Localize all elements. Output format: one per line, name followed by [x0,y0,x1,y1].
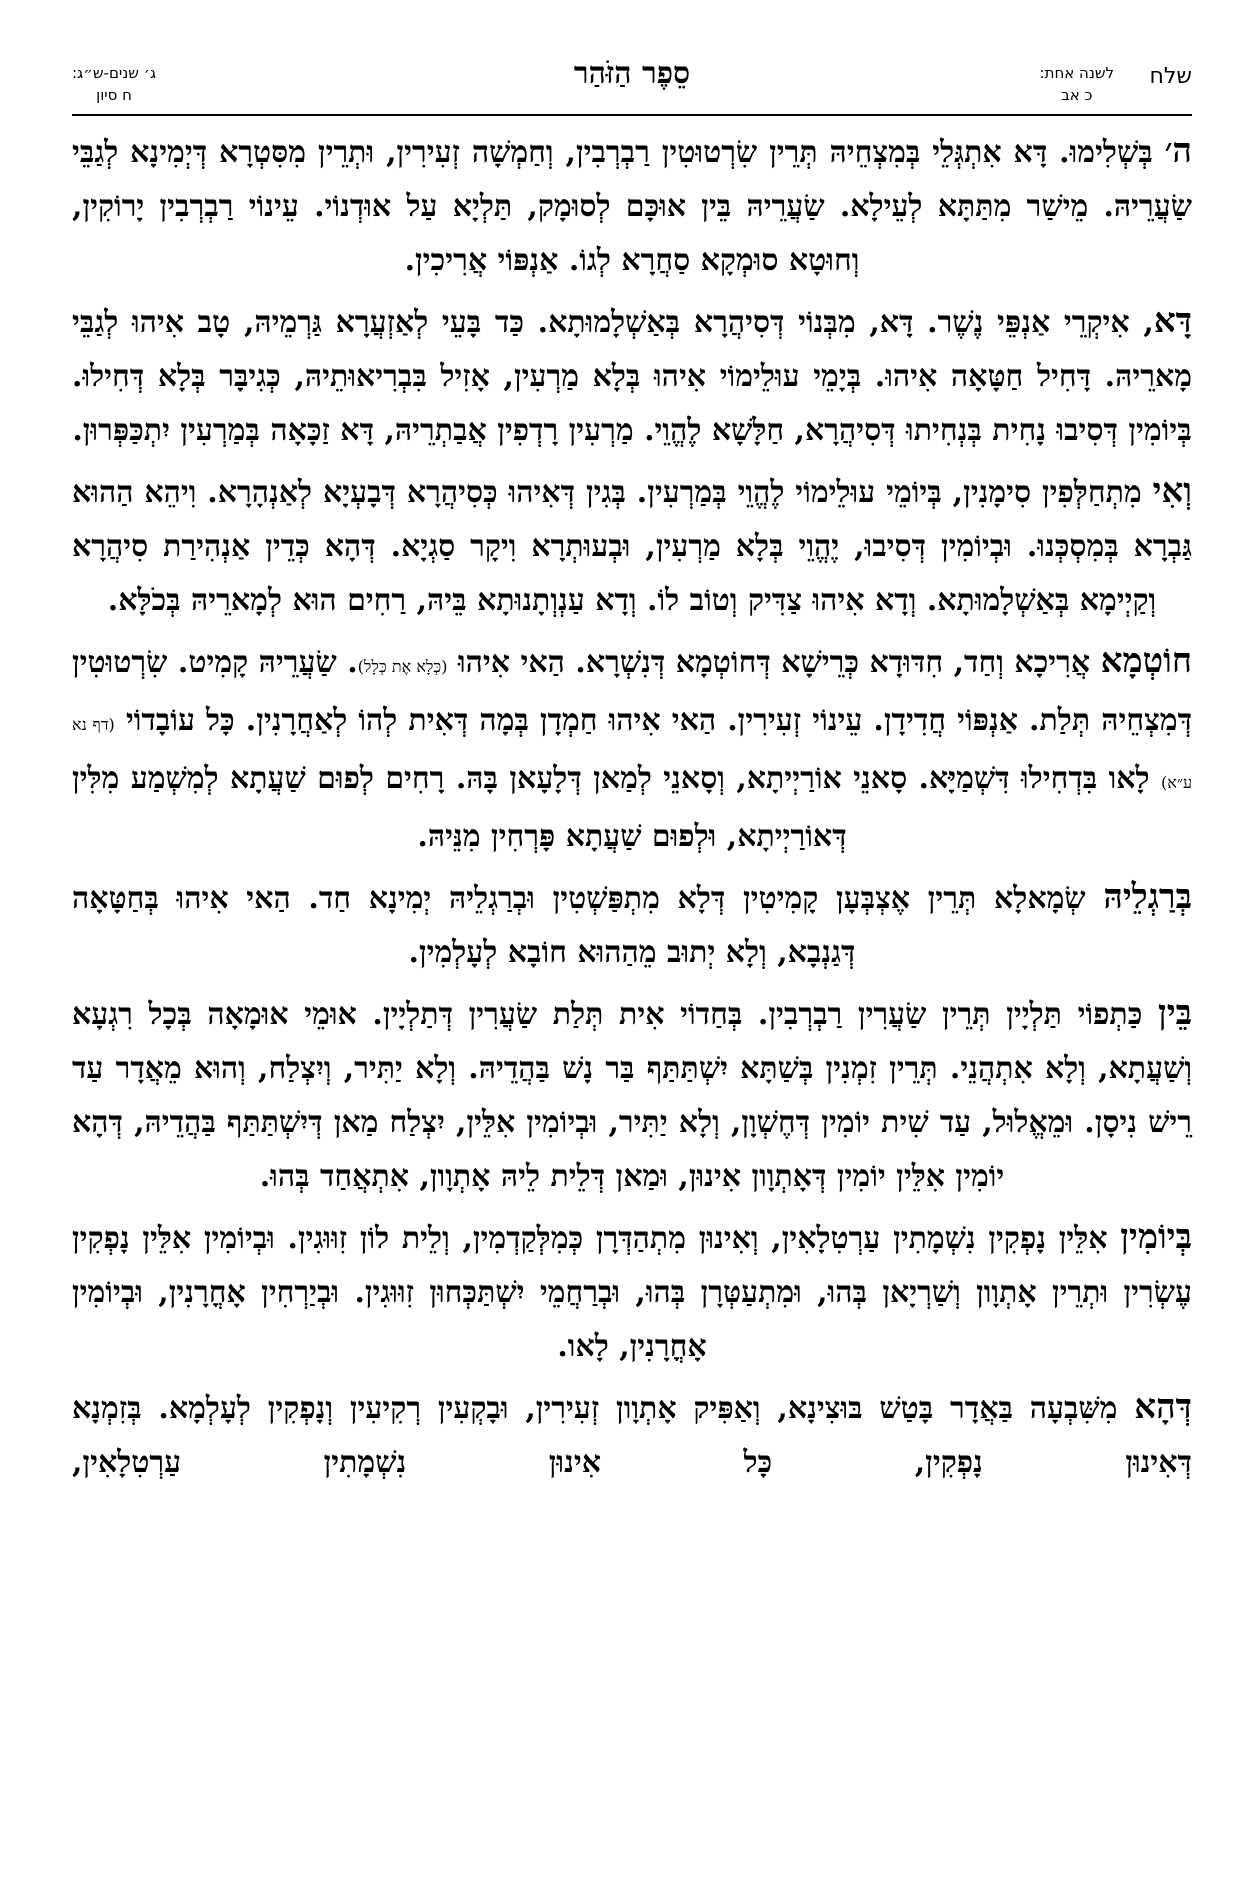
parsha-name: שלח [1149,64,1192,89]
paragraph [72,870,1192,980]
main-text [72,124,1192,1490]
schedule-three-years-label: ג׳ שנים-ש״ג: [72,64,157,82]
paragraph-text: . שַׂעֲרֵיהּ קָמִיט. שִׂרְטוּטִין דְּמִצְחֵיהּ תְּלַת. אַנְפּוֹי חֲדִידָן. עֵינוֹי זְעִירִין. הַאי אִיהוּ חַמְדָן בְּמָה דְּאִית לְהוֹ לְאַחֲרָנִין. כָּל עוֹבָדוֹי [72,645,1192,738]
paragraph-lead-word: בֵּין [1158,993,1192,1033]
schedule-three-years [72,62,156,106]
paragraph-text: אִלֵּין נָפְקִין נִשְׁמָתִין עַרְטִלָאִין, וְאִינוּן מִתְהַדְּרָן כְּמִלְּקַדְמִין, וְלֵית לוֹן זִוּוּגִין. וּבְיוֹמִין אִלֵּין נָפְקִין עֶשְׂרִין וּתְרֵין אָתְוָון וְשַׁרְיָאן בְּהוּ, וּמִתְעַטְּרָן בְּהוּ, וּבְרַחֲמֵי יִשְׁתַּכְּחוּן זִוּוּגִין. וּבְיַרְחִין אָחֳרָנִין, וּבְיוֹמִין אָחֳרָנִין, לָאו. [72,1221,1192,1364]
paragraph-lead-word: דְּהָא [1134,1387,1192,1427]
paragraph-lead-word: בְּרַגְלֵיהּ [1103,877,1192,917]
paragraph [72,986,1192,1204]
paragraph-text: בְּשְׁלִימוּ. דָּא אִתְגְּלֵי בְּמִצְחֵיהּ תְּרֵין שִׂרְטוּטִין רַבְרְבִין, וְחַמְשָׁה זְעִירִין, וּתְרֵין מִסִּטְרָא דְּיְמִינָא לְגַבֵּי שַׂעֲרֵיהּ. מֵישַׁר מִתַּתָּא לְעֵילָא. שַׂעֲרֵיהּ בֵּין אוּכָּם לְסוּמָק, תַּלְיָא עַל אוּדְנוֹי. עֵינוֹי רַבְרְבִין יָרוֹקִין, וְחוּטָא סוּמְקָא סַחֲרָא לְגוֹ. אַנְפּוֹי אֲרִיכִין. [72,135,1192,278]
paragraph-text: לָאו בִּדְחִילוּ דִּשְׁמַיָּא. סָאנֵי אוֹרַיְיתָא, וְסָאנֵי לְמַאן דְּלָעָאן בָּהּ. רָחִים לְפוּם שַׁעֲתָא לְמִשְׁמַע מִלִּין דְּאוֹרַיְיתָא, וּלְפוּם שַׁעֲתָא פָּרְחִין מִנֵּיהּ. [72,761,1162,854]
scripture-reference: (כְּלָא אֶת כְּלָל) [357,657,448,676]
paragraph [72,1380,1192,1490]
paragraph-text: מִשִּׁבְעָה בַּאֲדָר בָּטַשׁ בּוּצִינָא, וְאַפִּיק אָתְוָון זְעִירִין, וּבָקְעִין רְקִיעִין וְנָפְקִין לְעָלְמָא. בְּזִמְנָא דְּאִינוּן נָפְקִין, כָּל אִינוּן נִשְׁמָתִין עַרְטִלָאִין, [72,1391,1192,1480]
page-header [72,52,1192,116]
paragraph-lead-word: וְאִי [1152,471,1192,511]
paragraph-lead-word: ה׳ [1164,131,1192,171]
paragraph-text: שְׂמָאלָא תְּרֵין אֶצְבְּעָן קָמִיטִין דְּלָא מִתְפַּשְׁטִין וּבְרַגְלֵיהּ יְמִינָא חַד. הַאי אִיהוּ בְּחַטָּאָה דְּגַנְבָא, וְלָא יְתוּב מֵהַהוּא חוֹבָא לְעָלְמִין. [72,881,1104,970]
schedule-one-year-label: לשנה אחת: [1039,64,1114,82]
paragraph-lead-word: בְּיוֹמִין [1120,1217,1192,1257]
paragraph-text: אֲרִיכָא וְחַד, חִדּוּדָא כְּרֵישָׁא דְּחוֹטְמָא דְּנִשְׁרָא. הַאי אִיהוּ [447,645,1101,680]
document-page [72,52,1192,1862]
paragraph [72,634,1192,864]
paragraph-text: כַּתְפוֹי תַּלְיָין תְּרֵין שַׂעֲרִין רַבְרְבִין. בְּחַדוֹי אִית תְּלַת שַׂעֲרִין דְּתַלְיָין. אוּמֵי אוּמָאָה בְּכָל רִגְעָא וְשַׁעֲתָא, וְלָא אִתְהֲנֵי. תְּרֵין זִמְנִין בְּשַׁתָּא יִשְׁתַּתַּף בַּר נָשׁ בַּהֲדֵיהּ. וְלָא יַתִּיר, וְיִצְלַח, וְהוּא מֵאֲדָר עַד רֵישׁ נִיסָן. וּמֵאֱלוּל, עַד שִׁית יוֹמִין דְּחֶשְׁוָן, וְלָא יַתִּיר, וּבְיוֹמִין אִלֵּין, יִצְלַח מַאן דְּיִשְׁתַּתַּף בַּהֲדֵיהּ, דְּהָא יוֹמִין אִלֵּין יוֹמִין דְּאָתְוָון אִינוּן, וּמַאן דְּלֵית לֵיהּ אָתְוָון, אִתְאֲחַד בְּהוּ. [72,997,1192,1194]
paragraph [72,124,1192,288]
paragraph [72,294,1192,458]
page-reference: (דף נא ע״א) [72,715,1192,792]
paragraph-text: , אִיקְרֵי אַנְפֵּי נֶשֶׁר. דָּא, מִבְּנוֹי דְּסִיהֲרָא בְּאַשְׁלָמוּתָא. כַּד בָּעֵי לְאַזְעֲרָא גַּרְמֵיהּ, טָב אִיהוּ לְגַבֵּי מָארֵיהּ. דָּחִיל חַטָּאָה אִיהוּ. בְּיָמֵי עוּלֵימוֹי אִיהוּ בְּלָא מַרְעִין, אָזִיל בִּבְרִיאוּתֵיהּ, כְּגִיבָּר בְּלָא דְּחִילוּ. בְּיוֹמִין דְּסִיבוּ נָחִית בְּנְחִיתוּ דְּסִיהֲרָא, חַלָּשָׁא לֶהֱוֵי. מַרְעִין רָדְפִין אֲבַתְרֵיהּ, דָּא זַכָּאָה בְּמַרְעִין יִתְכַּפְּרוּן. [72,305,1192,448]
paragraph [72,464,1192,628]
paragraph [72,1210,1192,1374]
paragraph-text: מִתְחַלְּפִין סִימָנִין, בְּיוֹמֵי עוּלֵימוֹי לֶהֱוֵי בְּמַרְעִין. בְּגִין דְּאִיהוּ כְּסִיהֲרָא דְּבָעְיָא לְאַנְהָרָא. וִיהֵא הַהוּא גַּבְרָא בְּמִסְכְּנוּ. וּבְיוֹמִין דְּסִיבוּ, יֶהֱוֵי בְּלָא מַרְעִין, וּבְעוּתְרָא וִיקָר סַגְיָא. דְּהָא כְּדֵין אַנְהִירַת סִיהֲרָא וְקַיְימָא בְּאַשְׁלָמוּתָא. וְדָא אִיהוּ צַדִּיק וְטוֹב לוֹ. וְדָא עַנְוְתָנוּתָא בֵּיהּ, רַחִים הוּא לְמָארֵיהּ בְּכֹלָּא. [72,475,1192,618]
schedule-three-years-date: ח סיון [96,86,132,104]
schedule-one-year-date: כ אב [1061,86,1093,104]
book-title: סֵפֶר הַזֹּהַר [573,56,691,91]
paragraph-lead-word: חוֹטְמָא [1100,641,1192,681]
paragraph-lead-word: דָּא [1153,301,1192,341]
